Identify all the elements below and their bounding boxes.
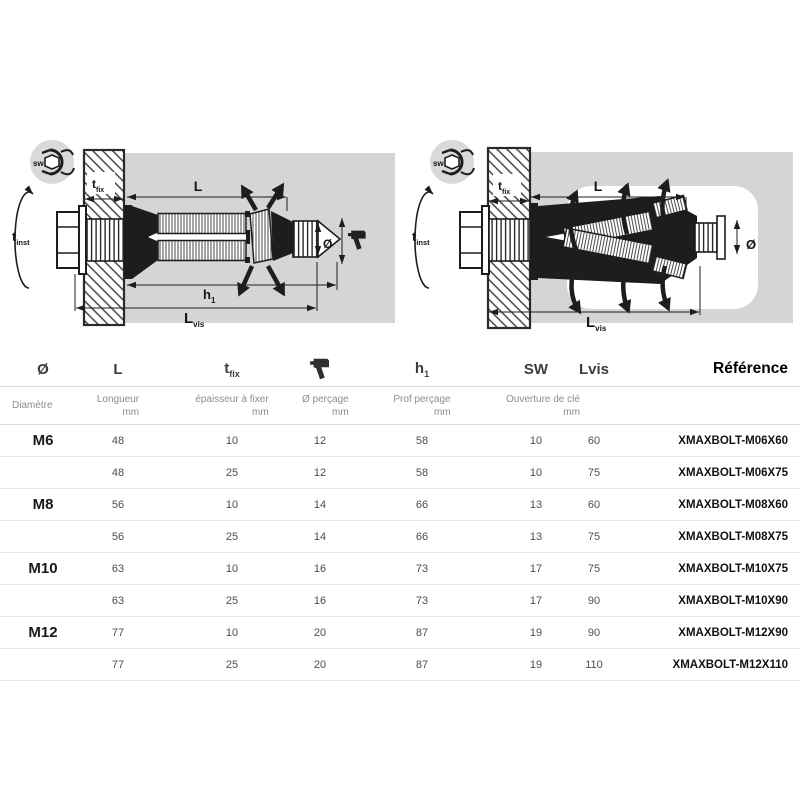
Lvis-label: $L_{vis}$ [184,310,205,329]
tfix-label: $t_{fix}$ [498,179,511,196]
tinst-label: $t_{inst}$ [12,229,30,247]
subheader-h1: Prof perçage mm [393,393,451,418]
diameter-label: Ø [746,237,757,252]
diagram-hollow-material [412,140,793,333]
length-cell: 63 [111,562,125,575]
Lvis-label: $L_{vis}$ [586,314,607,333]
length-cell: 56 [111,498,125,511]
diagram-solid-material [12,140,395,329]
L-label: L [193,178,203,194]
header-lvis: Lvis [578,360,609,378]
header-sw: SW [523,360,549,378]
reference-cell: XMAXBOLT-M08X60 [678,498,788,511]
subheader-sw: Ouverture de clé mm [506,393,580,418]
tfix-label: $t_{fix}$ [92,177,105,194]
tfix-cell: 10 [225,434,239,447]
h1-cell: 73 [415,562,429,575]
tfix-cell: 25 [225,466,239,479]
tfix-cell: 10 [225,562,239,575]
drill-cell: 12 [313,434,327,447]
bolt-thread-shank [489,219,530,261]
tinst-rotation [12,192,33,288]
size-cell: M6 [32,432,54,449]
bolt-head [460,206,489,274]
reference-cell: XMAXBOLT-M12X90 [678,626,788,639]
table-subheader [0,387,800,425]
reference-cell: XMAXBOLT-M08X75 [678,530,788,543]
table-row [0,457,800,489]
table-row [0,649,800,681]
h1-cell: 87 [415,658,429,671]
diameter-label: Ø [323,237,333,251]
sw-cell: 13 [529,498,543,511]
subheader-tfix: épaisseur à fixer mm [195,393,269,418]
table-row [0,521,800,553]
drill-cell: 16 [313,594,327,607]
table-header [0,352,800,387]
drill-cell: 16 [313,562,327,575]
spec-table [0,352,800,681]
sw-cell: 13 [529,530,543,543]
size-cell: M10 [28,560,58,577]
drill-cell: 20 [313,658,327,671]
length-cell: 56 [111,530,125,543]
tinst-rotation [412,192,433,288]
lvis-cell: 90 [587,626,601,639]
table-row [0,489,800,521]
size-cell: M8 [32,496,54,513]
length-cell: 77 [111,626,125,639]
h1-cell: 87 [415,626,429,639]
bolt-thread-shank [86,219,124,261]
tinst-label: $t_{inst}$ [412,229,430,247]
reference-cell: XMAXBOLT-M12X110 [672,658,788,671]
lvis-cell: 60 [587,434,601,447]
lvis-cell: 75 [587,530,601,543]
sw-label: sw [433,159,444,168]
tfix-cell: 10 [225,626,239,639]
reference-cell: XMAXBOLT-M10X90 [678,594,788,607]
drill-cell: 12 [313,466,327,479]
h1-cell: 58 [415,434,429,447]
sw-cell: 10 [529,466,543,479]
lvis-cell: 75 [587,466,601,479]
wrench-icon [430,140,474,184]
h1-cell: 73 [415,594,429,607]
subheader-diameter: Diamètre [12,400,53,411]
header-drill [302,357,338,381]
header-length: L [113,360,123,378]
drill-cell: 20 [313,626,327,639]
drill-cell: 14 [313,498,327,511]
tfix-cell: 25 [225,594,239,607]
reference-cell: XMAXBOLT-M06X60 [678,434,788,447]
h1-cell: 66 [415,498,429,511]
subheader-length: Longueur mm [96,393,140,418]
lvis-cell: 75 [587,562,601,575]
L-label: L [593,178,603,194]
length-cell: 63 [111,594,125,607]
table-row [0,585,800,617]
bolt-head [57,206,86,274]
length-cell: 48 [111,466,125,479]
tfix-cell: 25 [225,658,239,671]
size-cell: M12 [28,624,58,641]
lvis-cell: 90 [587,594,601,607]
lvis-cell: 110 [585,658,603,671]
h1-label: $h_1$ [203,287,216,305]
technical-diagrams [0,120,800,350]
lvis-cell: 60 [587,498,601,511]
header-h1: $h_1$ [414,359,430,379]
subheader-drill: Ø perçage mm [302,393,349,418]
header-diameter: Ø [37,360,49,378]
sw-cell: 17 [529,562,543,575]
sw-cell: 17 [529,594,543,607]
drill-icon [310,357,330,381]
length-cell: 77 [111,658,125,671]
table-body [0,425,800,681]
table-row [0,553,800,585]
h1-cell: 66 [415,530,429,543]
tfix-cell: 25 [225,530,239,543]
header-tfix: $t_{fix}$ [224,359,240,379]
table-row [0,425,800,457]
tfix-cell: 10 [225,498,239,511]
reference-cell: XMAXBOLT-M10X75 [678,562,788,575]
table-row [0,617,800,649]
reference-cell: XMAXBOLT-M06X75 [678,466,788,479]
header-reference: Référence [713,360,788,377]
sw-cell: 19 [529,626,543,639]
wrench-icon [30,140,74,184]
drill-cell: 14 [313,530,327,543]
sw-cell: 19 [529,658,543,671]
sw-cell: 10 [529,434,543,447]
h1-cell: 58 [415,466,429,479]
sw-label: sw [33,159,44,168]
length-cell: 48 [111,434,125,447]
